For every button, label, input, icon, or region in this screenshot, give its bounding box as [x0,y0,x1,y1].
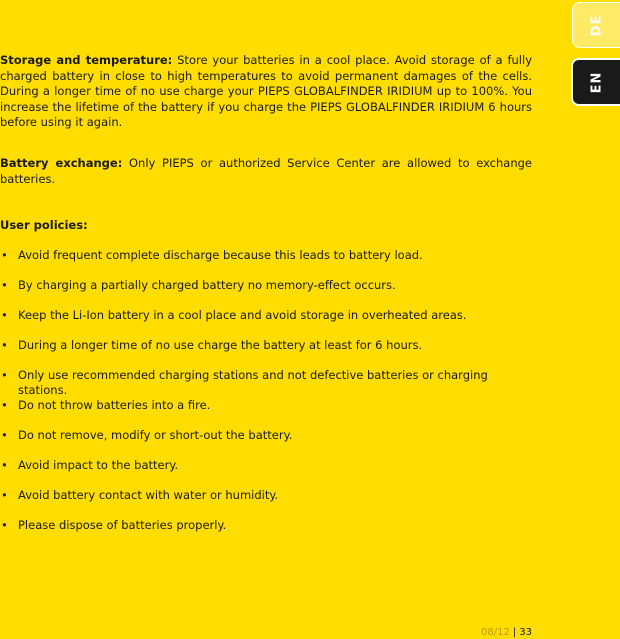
list-item-text: Do not remove, modify or short-out the battery. [18,428,293,442]
list-item-text: Avoid battery contact with water or humidity. [18,488,279,502]
list-item [0,518,532,548]
list-item [0,278,532,308]
list-item [0,308,532,338]
storage-text: Store your batteries in a cool place. Avoid storage of a fully charged battery in close to high temperatures to avoid permanent damages of the cells. During a longer time of no use charge your PIEPS GLOBALFINDER IRIDIUM up to 100%. You increase the lifetime of the battery if you charge the PIEPS GLOBALFINDER IRIDIUM 6 hours before using it again. [0,53,532,130]
list-item-text: Please dispose of batteries properly. [18,518,227,532]
list-item-text: By charging a partially charged battery no memory-effect occurs. [18,278,396,292]
bullet-dot: • [1,368,8,382]
list-item [0,248,532,278]
exchange-paragraph [0,156,532,187]
bullet-dot: • [1,458,8,472]
language-tab-de-label: DE [588,14,604,36]
policies-heading: User policies: [0,218,88,232]
policies-list [0,248,532,548]
language-tab-de[interactable] [572,2,620,48]
list-item-text: Avoid frequent complete discharge because this leads to battery load. [18,248,423,262]
bullet-dot: • [1,338,8,352]
bullet-dot: • [1,428,8,442]
bullet-dot: • [1,278,8,292]
list-item [0,428,532,458]
storage-paragraph [0,53,532,131]
list-item [0,398,532,428]
bullet-dot: • [1,488,8,502]
list-item [0,368,532,398]
list-item [0,488,532,518]
language-tab-en[interactable] [571,58,620,106]
bullet-dot: • [1,518,8,532]
footer-separator: | [512,627,517,638]
list-item [0,338,532,368]
list-item-text: Do not throw batteries into a fire. [18,398,211,412]
footer-date: 08/12 [481,627,510,638]
list-item-text: Keep the Li-Ion battery in a cool place and avoid storage in overheated areas. [18,308,467,322]
list-item-text: During a longer time of no use charge the battery at least for 6 hours. [18,338,423,352]
list-item-text: Avoid impact to the battery. [18,458,179,472]
storage-heading: Storage and temperature: [0,53,173,67]
bullet-dot: • [1,248,8,262]
list-item-text: Only use recommended charging stations and not defective batteries or charging stations. [18,368,488,397]
list-item [0,458,532,488]
bullet-dot: • [1,308,8,322]
language-tab-en-label: EN [588,71,604,93]
exchange-text: Only PIEPS or authorized Service Center are allowed to exchange batteries. [0,156,532,186]
page-number: 33 [519,627,532,638]
bullet-dot: • [1,398,8,412]
exchange-heading: Battery exchange: [0,156,123,170]
page-footer [481,627,532,639]
